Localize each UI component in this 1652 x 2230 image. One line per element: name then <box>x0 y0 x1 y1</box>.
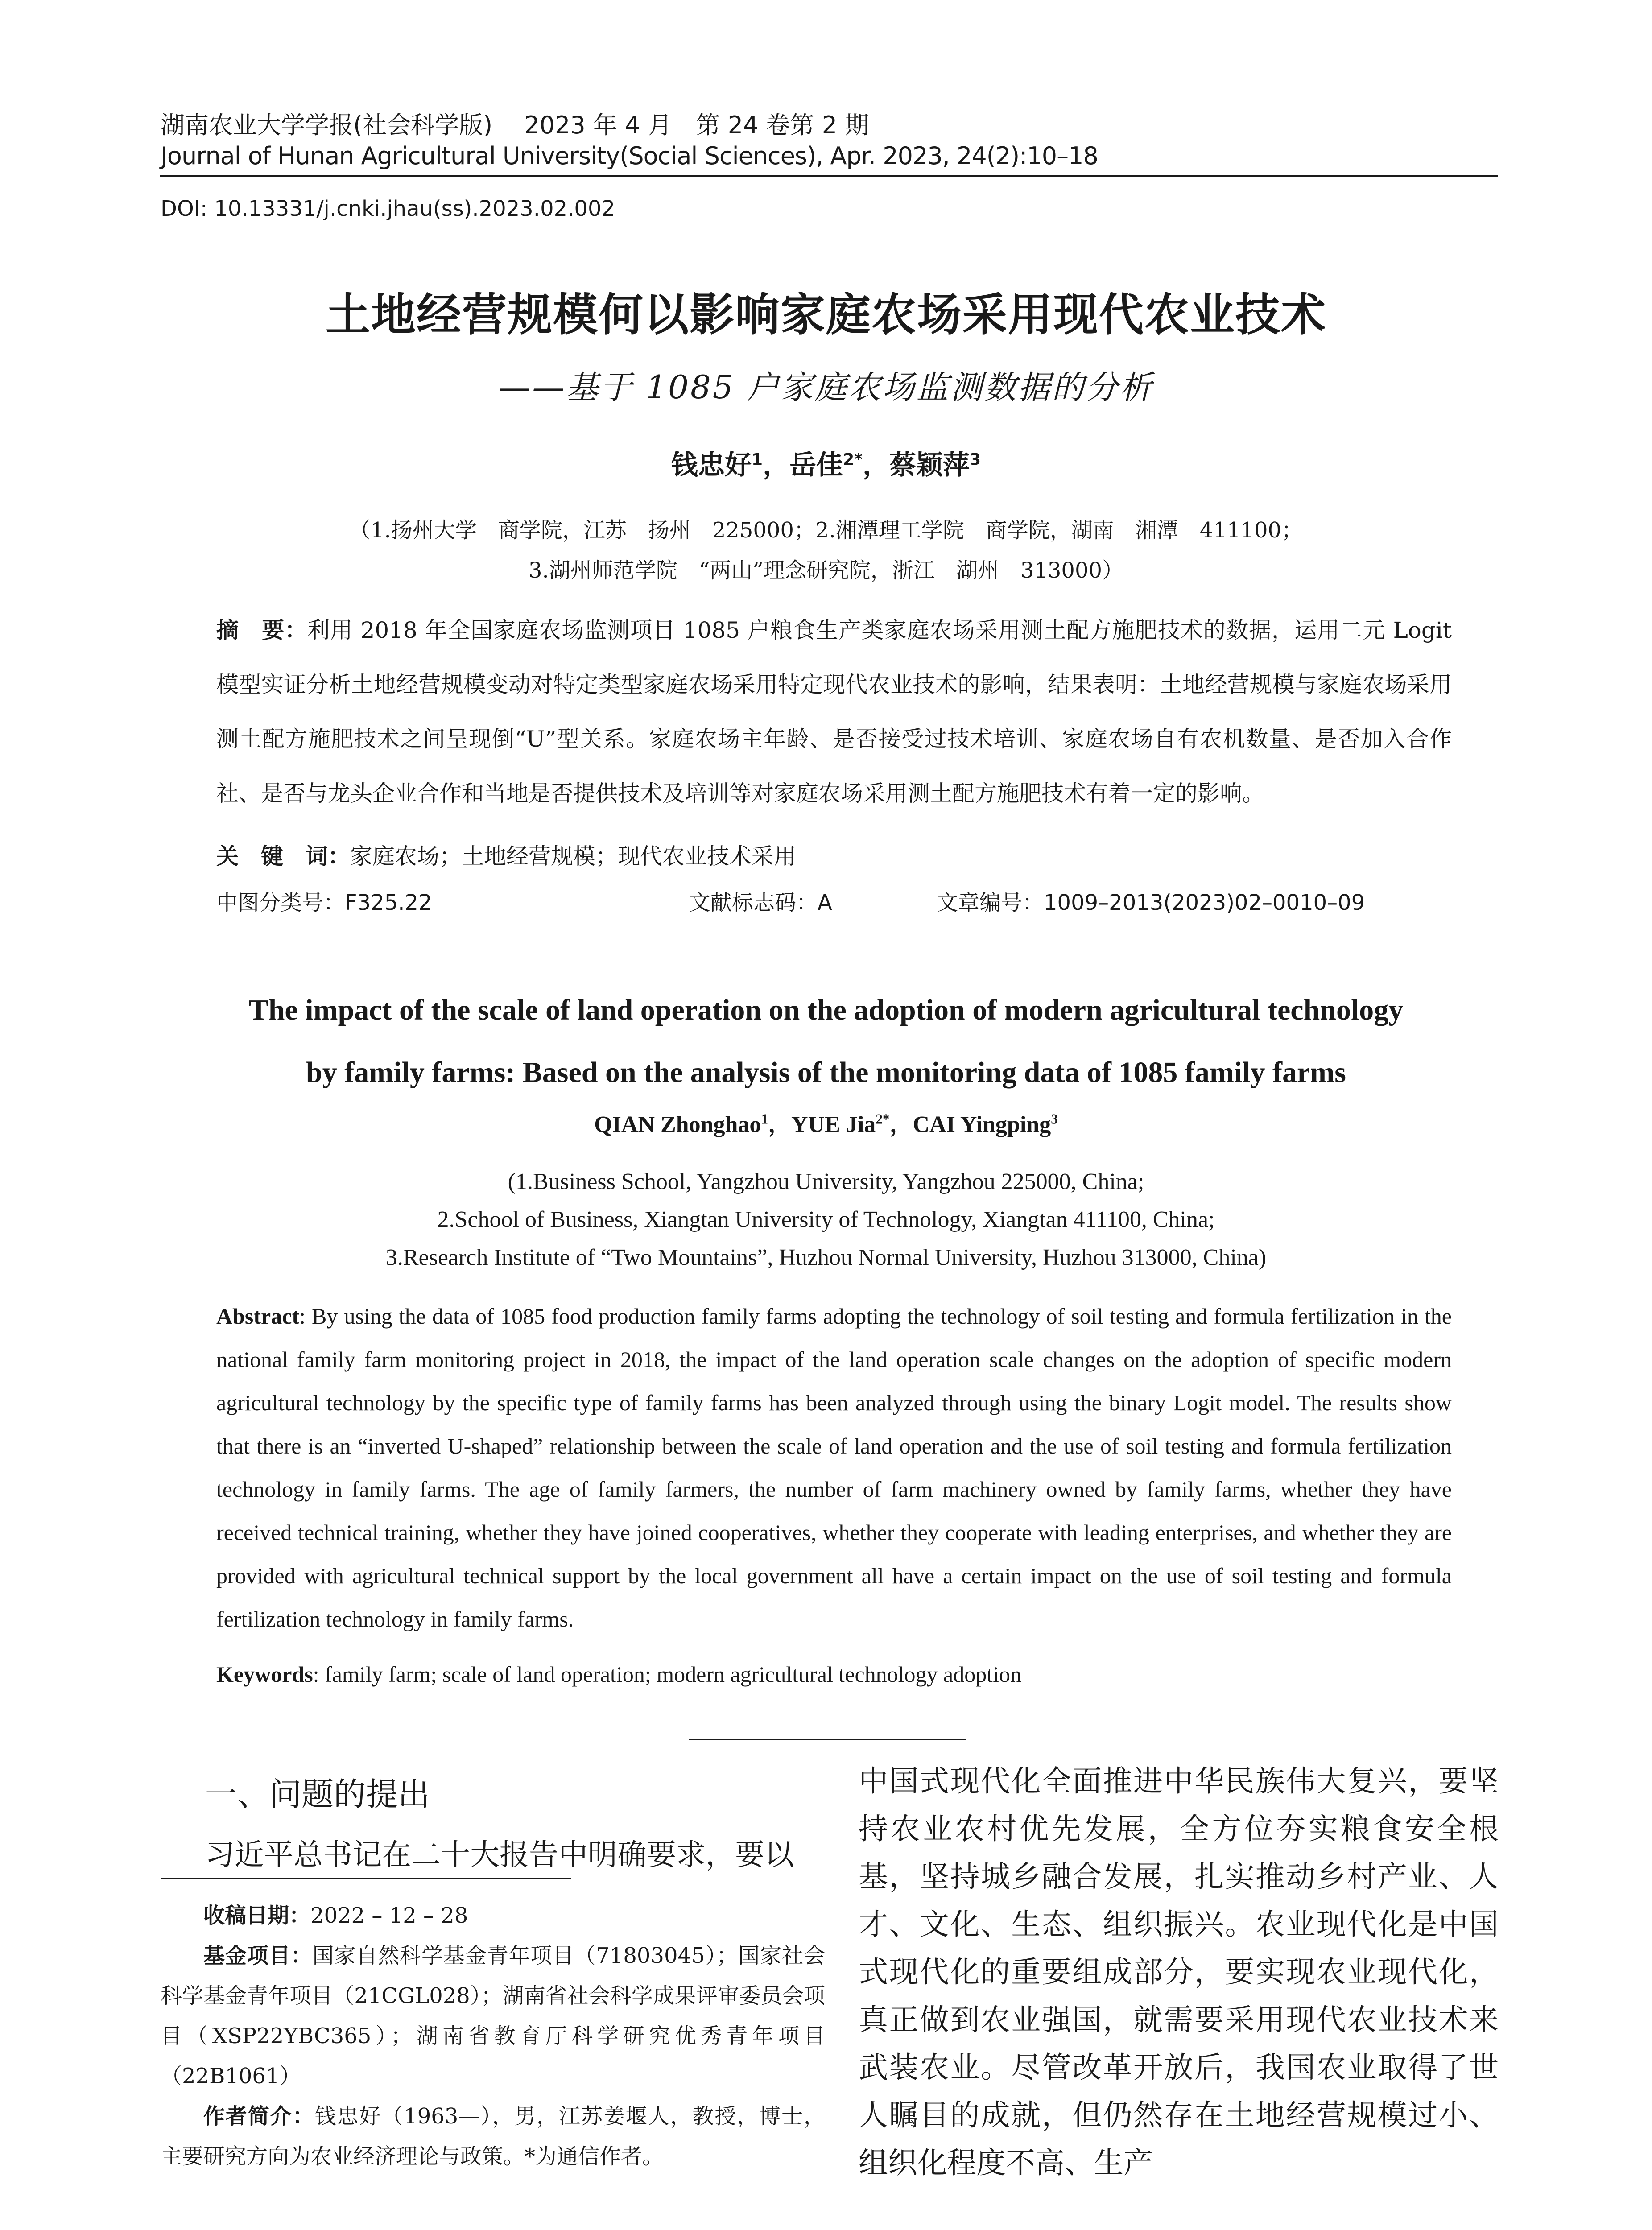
affiliation-en-line-1: (1.Business School, Yangzhou University, Yangzhou 225000, China; <box>508 1169 1144 1194</box>
author-3-cn: 蔡颖萍 <box>889 450 970 481</box>
keywords-en <box>216 1661 1021 1687</box>
keywords-en-text: : family farm; scale of land operation; modern agricultural technology adoption <box>313 1662 1022 1687</box>
author-2-cn-mark: 2* <box>843 450 863 469</box>
footnote-author <box>161 2096 825 2176</box>
footnotes <box>161 1896 825 2176</box>
title-en-line-2: by family farms: Based on the analysis of the monitoring data of 1085 family farms <box>306 1056 1346 1089</box>
journal-header-en: Journal of Hunan Agricultural University(Social Sciences), Apr. 2023, 24(2):10–18 <box>161 142 1098 170</box>
author-1-en: QIAN Zhonghao <box>594 1112 761 1137</box>
authors-cn <box>0 444 1652 482</box>
footnote-received <box>161 1896 825 1936</box>
abstract-en-text: : By using the data of 1085 food production family farms adopting the technology of soil testing and formula fertilization in the national family farm monitoring project in 2018, the impact of the land operation scale changes on the adoption of specific modern agricultural technology by the specific type of family farms has been analyzed through using the binary Logit model. The results show that there is an “inverted U-shaped” relationship between the scale of land operation and the use of soil testing and formula fertilization technology in family farms. The age of family farmers, the number of farm machinery owned by family farms, whether they have received technical training, whether they have joined cooperatives, whether they cooperate with leading enterprises, and whether they are provided with agricultural technical support by the local government all have a certain impact on the use of soil testing and formula fertilization technology in family farms. <box>216 1304 1452 1631</box>
footnote-received-text: 2022 – 12 – 28 <box>310 1903 468 1928</box>
abstract-en-label: Abstract <box>216 1304 300 1329</box>
footnote-fund <box>161 1936 825 2096</box>
subtitle-cn: ——基于 1085 户家庭农场监测数据的分析 <box>498 368 1154 406</box>
author-1-cn: 钱忠好 <box>671 450 752 481</box>
author-sep-2-en: ， <box>889 1112 913 1137</box>
abstract-cn-text: 利用 2018 年全国家庭农场监测项目 1085 户粮食生产类家庭农场采用测土配方施肥技术的数据，运用二元 Logit 模型实证分析土地经营规模变动对特定类型家庭农场采用特定现代农业技术的影响，结果表明：土地经营规模与家庭农场采用测土配方施肥技术之间呈现倒“U”型关系。家庭农场主年龄、是否接受过技术培训、家庭农场自有农机数量、是否加入合作社、是否与龙头企业合作和当地是否提供技术及培训等对家庭农场采用测土配方施肥技术有着一定的影响。 <box>216 617 1452 806</box>
authors-en <box>0 1105 1652 1139</box>
title-en <box>0 979 1652 1104</box>
left-column-text: 习近平总书记在二十大报告中明确要求，要以 <box>205 1838 794 1872</box>
affiliation-cn-line-2: 3.湖州师范学院 “两山”理念研究院，浙江 湖州 313000） <box>528 558 1124 583</box>
keywords-cn-label: 关 键 词： <box>216 843 350 869</box>
footnote-received-label: 收稿日期： <box>203 1903 311 1928</box>
affiliation-cn-line-1: （1.扬州大学 商学院，江苏 扬州 225000；2.湘潭理工学院 商学院，湖南 湘潭 411100； <box>349 518 1303 543</box>
title-cn: 土地经营规模何以影响家庭农场采用现代农业技术 <box>326 289 1326 341</box>
keywords-en-label: Keywords <box>216 1662 313 1687</box>
journal-header-cn: 湖南农业大学学报(社会科学版) 2023 年 4 月 第 24 卷第 2 期 <box>161 111 869 139</box>
footnote-rule <box>161 1878 571 1879</box>
author-sep-1-cn: ， <box>763 450 790 481</box>
section-heading: 一、问题的提出 <box>205 1776 430 1813</box>
separator-rule <box>689 1739 966 1740</box>
doi: DOI: 10.13331/j.cnki.jhau(ss).2023.02.002 <box>161 196 615 221</box>
abstract-cn-label: 摘 要： <box>216 617 308 643</box>
author-3-en-mark: 3 <box>1051 1111 1058 1127</box>
affiliation-en-line-2: 2.School of Business, Xiangtan University of Technology, Xiangtan 411100, China; <box>437 1207 1215 1232</box>
keywords-cn-text: 家庭农场；土地经营规模；现代农业技术采用 <box>350 843 796 869</box>
keywords-cn <box>216 838 796 871</box>
abstract-en <box>216 1295 1452 1641</box>
author-3-cn-mark: 3 <box>969 450 981 469</box>
author-1-en-mark: 1 <box>761 1111 768 1127</box>
author-2-cn: 岳佳 <box>789 450 843 481</box>
header-rule <box>160 175 1498 177</box>
footnote-author-text: 钱忠好（1963—），男，江苏姜堰人，教授，博士，主要研究方向为农业经济理论与政策。*为通信作者。 <box>161 2104 825 2169</box>
document-code: 文献标志码：A <box>689 890 832 915</box>
article-number: 文章编号：1009–2013(2023)02–0010–09 <box>937 890 1365 915</box>
affiliation-en-line-3: 3.Research Institute of “Two Mountains”, Huzhou Normal University, Huzhou 313000, China) <box>385 1245 1267 1270</box>
footnote-fund-label: 基金项目： <box>203 1943 313 1968</box>
author-2-en: YUE Jia <box>791 1112 876 1137</box>
footnote-fund-text: 国家自然科学基金青年项目（71803045）；国家社会科学基金青年项目（21CGL028）；湖南省社会科学成果评审委员会项目（XSP22YBC365）；湖南省教育厅科学研究优秀青年项目（22B1061） <box>161 1943 825 2089</box>
author-3-en: CAI Yingping <box>913 1112 1051 1137</box>
author-2-en-mark: 2* <box>876 1111 890 1127</box>
classification-number: 中图分类号：F325.22 <box>216 890 432 915</box>
author-sep-1-en: ， <box>768 1112 792 1137</box>
author-sep-2-cn: ， <box>862 450 889 481</box>
abstract-cn <box>216 603 1452 821</box>
footnote-author-label: 作者简介： <box>203 2104 315 2129</box>
title-en-line-1: The impact of the scale of land operation on the adoption of modern agricultural technology <box>248 994 1404 1026</box>
right-column-text: 中国式现代化全面推进中华民族伟大复兴，要坚持农业农村优先发展，全方位夯实粮食安全根基，坚持城乡融合发展，扎实推动乡村产业、人才、文化、生态、组织振兴。农业现代化是中国式现代化的重要组成部分，要实现农业现代化，真正做到农业强国，就需要采用现代农业技术来武装农业。尽管改革开放后，我国农业取得了世人瞩目的成就，但仍然存在土地经营规模过小、组织化程度不高、生产 <box>859 1764 1499 2180</box>
author-1-cn-mark: 1 <box>752 450 763 469</box>
